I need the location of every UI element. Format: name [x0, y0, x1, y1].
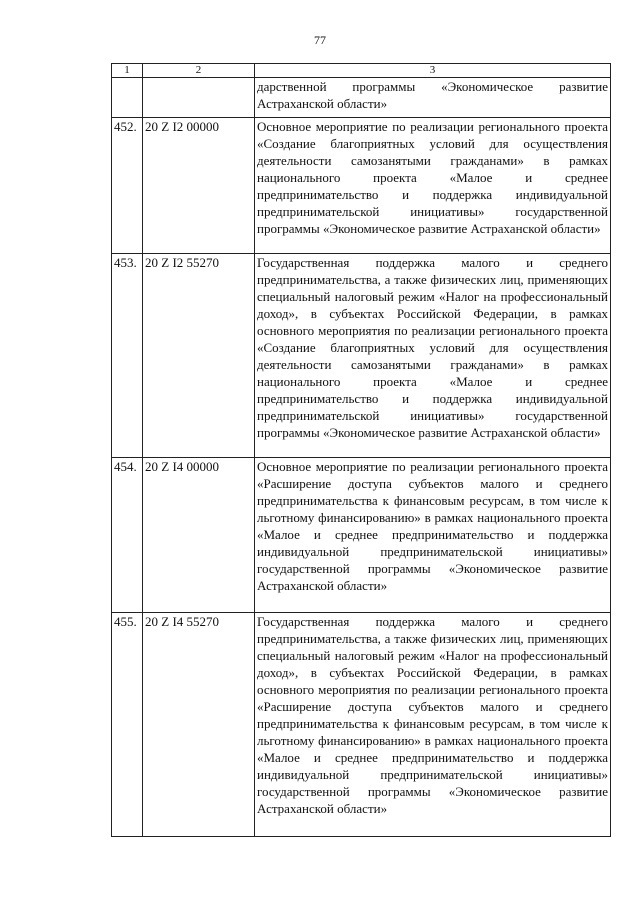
row-code-cell: [143, 78, 255, 118]
column-header-code: 2: [143, 64, 255, 78]
table-row-453: [112, 254, 611, 458]
row-code-cell: 20 Z I4 00000: [143, 458, 255, 613]
row-code-cell: 20 Z I4 55270: [143, 613, 255, 837]
column-header-number: 1: [112, 64, 143, 78]
page-number: 77: [314, 33, 326, 47]
table-row-452: [112, 118, 611, 254]
row-code-cell: 20 Z I2 55270: [143, 254, 255, 458]
row-description-cell: Основное мероприятие по реализации регионального проекта «Расширение доступа субъектов малого и среднего предпринимательства к финансовым ресурсам, в том числе к льготному финансированию» в рамках национального проекта «Малое и среднее предпринимательство и поддержка индивидуальной предпринимательской инициативы» государственной программы «Экономическое развитие Астраханской области»: [255, 458, 611, 613]
row-number-cell: 453.: [112, 254, 143, 458]
row-description-cell: Государственная поддержка малого и среднего предпринимательства, а также физических лиц, применяющих специальный налоговый режим «Налог на профессиональный доход», в субъектах Российской Федерации, в рамках основного мероприятия по реализации регионального проекта «Создание благоприятных условий для осуществления деятельности самозанятыми гражданами» в рамках национального проекта «Малое и среднее предпринимательство и поддержка индивидуальной предпринимательской инициативы» государственной программы «Экономическое развитие Астраханской области»: [255, 254, 611, 458]
row-description-cell: дарственной программы «Экономическое развитие Астраханской области»: [255, 78, 611, 118]
row-description-cell: Государственная поддержка малого и среднего предпринимательства, а также физических лиц, применяющих специальный налоговый режим «Налог на профессиональный доход», в субъектах Российской Федерации, в рамках основного мероприятия по реализации регионального проекта «Расширение доступа субъектов малого и среднего предпринимательства к финансовым ресурсам, в том числе к льготному финансированию» в рамках национального проекта «Малое и среднее предпринимательство и поддержка индивидуальной предпринимательской инициативы» государственной программы «Экономическое развитие Астраханской области»: [255, 613, 611, 837]
column-header-description: 3: [255, 64, 611, 78]
row-code-cell: 20 Z I2 00000: [143, 118, 255, 254]
table-header-row: [112, 64, 611, 78]
row-description-cell: Основное мероприятие по реализации регионального проекта «Создание благоприятных условий для осуществления деятельности самозанятыми гражданами» в рамках национального проекта «Малое и среднее предпринимательство и поддержка индивидуальной предпринимательской инициативы» государственной программы «Экономическое развитие Астраханской области»: [255, 118, 611, 254]
row-number-cell: [112, 78, 143, 118]
row-number-cell: 454.: [112, 458, 143, 613]
table-row-455: [112, 613, 611, 837]
table-row-454: [112, 458, 611, 613]
table-row-continuation: [112, 78, 611, 118]
row-number-cell: 455.: [112, 613, 143, 837]
row-number-cell: 452.: [112, 118, 143, 254]
budget-classification-table: [111, 63, 611, 837]
